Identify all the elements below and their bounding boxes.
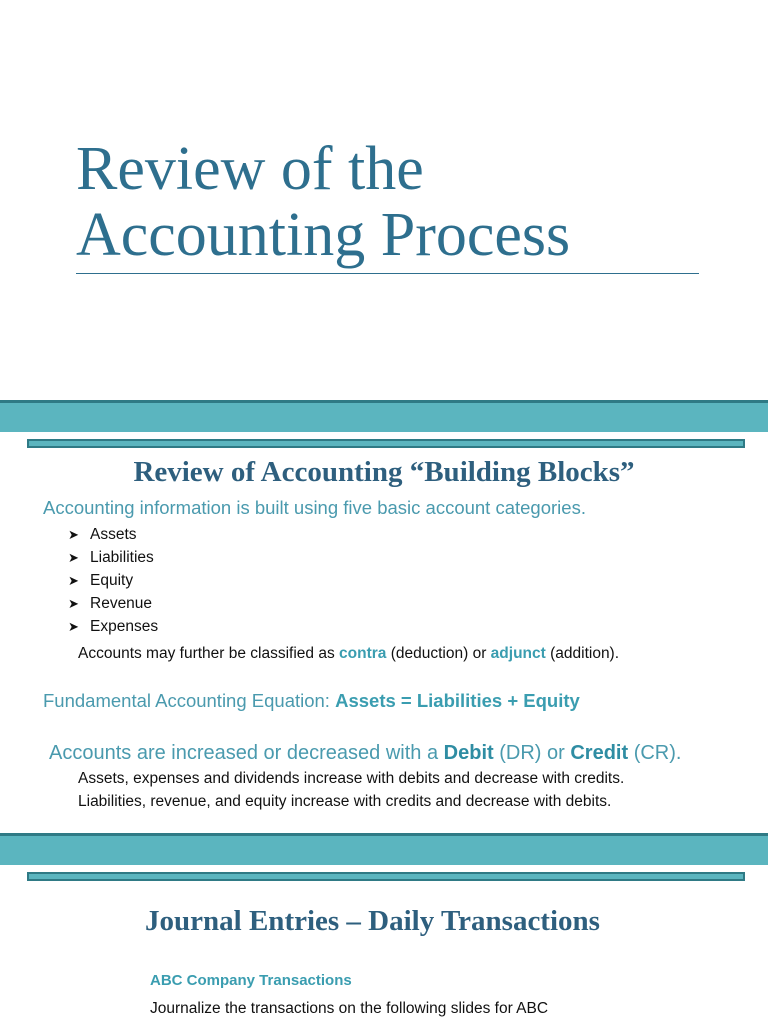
slide-separator (0, 833, 768, 865)
list-item-label: Equity (90, 571, 134, 589)
statement-text: (DR) or (493, 742, 571, 764)
accounting-equation (43, 690, 580, 712)
slide-top-bar (27, 872, 745, 881)
list-item (68, 523, 158, 546)
list-item-label: Assets (90, 525, 137, 543)
credit-term: Credit (570, 742, 629, 764)
equation-label: Fundamental Accounting Equation: (43, 690, 336, 711)
contra-adjunct-note (78, 645, 619, 663)
credit-rule: Liabilities, revenue, and equity increase with credits and decrease with debits. (78, 793, 612, 810)
debit-term: Debit (443, 742, 494, 764)
slide-heading: Review of Accounting “Building Blocks” (133, 456, 635, 488)
list-item (68, 569, 158, 592)
journal-entries-slide (0, 865, 768, 1024)
equation-formula: Assets = Liabilities + Equity (335, 690, 580, 711)
arrow-bullet-icon: ➤ (68, 595, 79, 611)
debit-credit-statement (49, 742, 681, 765)
adjunct-term: adjunct (490, 645, 546, 662)
list-item-label: Liabilities (90, 548, 154, 566)
slide-top-bar (27, 439, 745, 448)
account-category-list (68, 523, 158, 638)
title-slide (0, 0, 768, 400)
contra-term: contra (339, 645, 387, 662)
slide-title (76, 136, 726, 268)
statement-text: (CR). (628, 742, 682, 764)
intro-text: Accounting information is built using five basic account categories. (43, 497, 586, 518)
arrow-bullet-icon: ➤ (68, 572, 79, 588)
instruction-text: Journalize the transactions on the following slides for ABC (150, 1000, 549, 1017)
note-text: (addition). (545, 645, 620, 662)
slide-heading: Journal Entries – Daily Transactions (145, 905, 600, 937)
building-blocks-slide (0, 432, 768, 833)
list-item (68, 546, 158, 569)
note-text: Accounts may further be classified as (78, 645, 340, 662)
note-text: (deduction) or (386, 645, 491, 662)
arrow-bullet-icon: ➤ (68, 526, 79, 542)
statement-text: Accounts are increased or decreased with a (49, 742, 444, 764)
slide-separator (0, 400, 768, 432)
arrow-bullet-icon: ➤ (68, 549, 79, 565)
debit-rule: Assets, expenses and dividends increase with debits and decrease with credits. (78, 770, 625, 787)
title-underline (76, 273, 699, 274)
list-item (68, 592, 158, 615)
company-subheading: ABC Company Transactions (150, 972, 352, 989)
title-line-2: Accounting Process (76, 201, 571, 269)
arrow-bullet-icon: ➤ (68, 618, 79, 634)
title-line-1: Review of the (76, 135, 424, 203)
list-item-label: Revenue (90, 594, 153, 612)
list-item-label: Expenses (90, 617, 159, 635)
list-item (68, 615, 158, 638)
